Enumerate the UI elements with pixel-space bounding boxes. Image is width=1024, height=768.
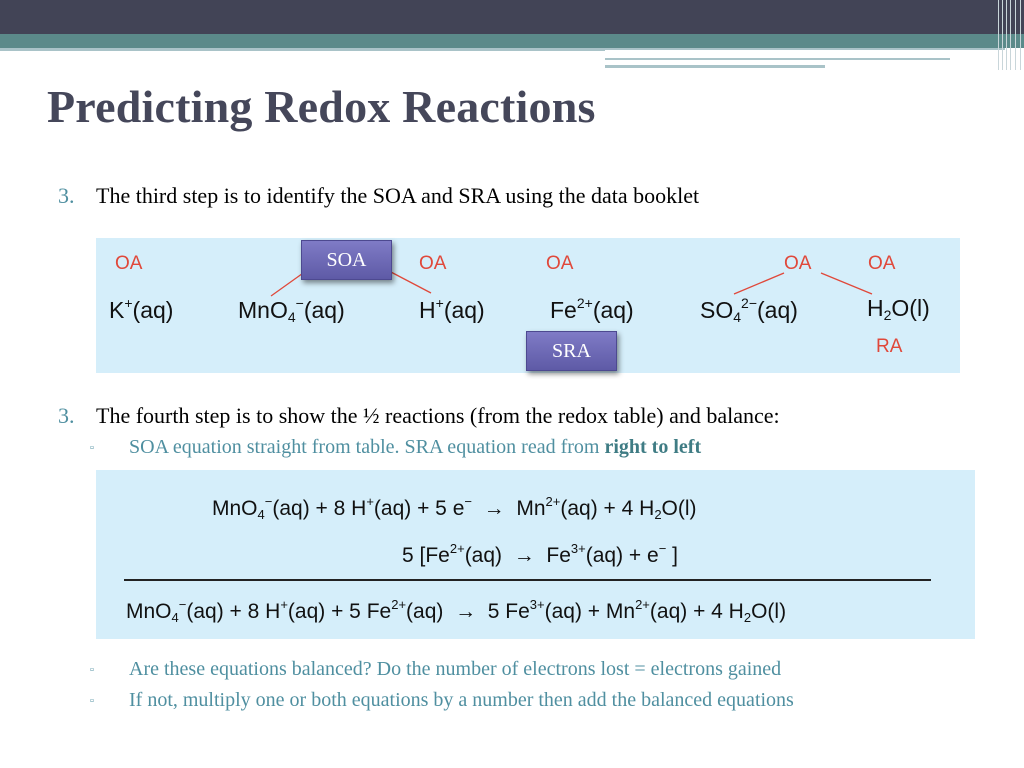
sub-bullet-marker: ▫ [90,442,94,454]
header-stripes [994,0,1024,70]
species-fe2-plus: $Fe^{2+}(aq)$ [550,295,634,323]
footer-bullet: If not, multiply one or both equations by a number then add the balanced equations [129,689,794,711]
soa-tag: SOA [301,240,392,280]
sub-bullet-marker: ▫ [90,664,94,676]
step3-number: 3. [58,183,75,208]
header-rule [605,58,950,60]
ra-label: RA [876,336,903,357]
sub-bullet-marker: ▫ [90,695,94,707]
sra-tag: SRA [526,331,617,371]
header-bar [0,0,1024,34]
header-rule [605,48,1005,50]
sum-rule [124,579,931,581]
step4-text: The fourth step is to show the ½ reactions (from the redox table) and balance: [96,403,780,428]
step3-text: The third step is to identify the SOA and SRA using the data booklet [96,183,700,208]
slide-title: Predicting Redox Reactions [47,81,596,132]
oa-label: OA [784,253,812,274]
oa-line-left [734,273,784,294]
step4-subpoint: SOA equation straight from table. SRA equation read from right to left [129,436,702,458]
species-sulfate: $SO_4^{2-}(aq)$ [700,295,798,325]
species-permanganate: MnO$_4$−(aq) [238,295,345,325]
footer-bullet: Are these equations balanced? Do the number of electrons lost = electrons gained [129,658,782,680]
oa-label: OA [868,253,896,274]
header-accent-bar [0,34,1024,48]
equation-permanganate-half: MnO$_4$−(aq) + 8 H+(aq) + 5 $e^- \to Mn^{2+}(aq) + 4$ $H_2O(l)$ [212,494,697,522]
oa-label: OA [419,253,447,274]
species-h-plus: H+(aq) [419,295,485,323]
oa-label: OA [115,253,143,274]
species-k-plus: K+(aq) [109,295,174,323]
equations-panel [96,470,975,639]
header-rule [605,65,825,68]
species-water: $H_2O(l)$ [867,295,930,323]
equation-iron-half: 5 [$Fe^{2+}(aq) \to Fe^{3+}(aq) + e^-$ ] [402,541,678,567]
step4-number: 3. [58,403,75,428]
header-rule [0,48,605,51]
oa-line-right [821,273,872,294]
equation-net-reaction: MnO$_4$−(aq) + 8 H+(aq) + 5 $Fe^{2+}(aq) \to 5$ $Fe^{3+}(aq) + Mn^{2+}(aq) + 4$ $H_2O(l)$ [126,597,787,625]
oa-label: OA [546,253,574,274]
